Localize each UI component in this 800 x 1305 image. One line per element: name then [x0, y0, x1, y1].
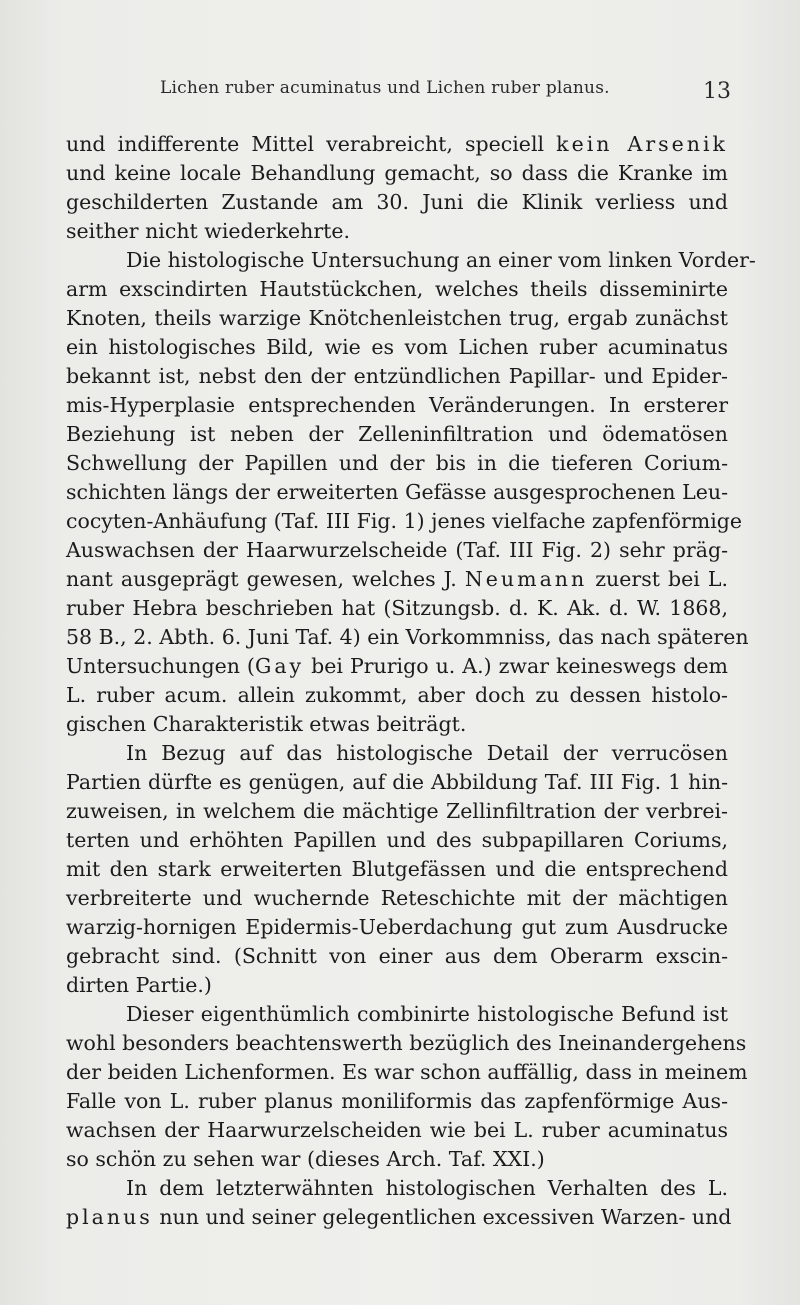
text-line: warzig-hornigen Epidermis-Ueberdachung gut zum Ausdrucke	[66, 915, 728, 939]
text-line: Untersuchungen (Gay bei Prurigo u. A.) zwar keineswegs dem	[66, 654, 729, 678]
text-line: Beziehung ist neben der Zelleninfiltration und ödematösen	[66, 422, 728, 446]
text-line: gebracht sind. (Schnitt von einer aus dem Oberarm exscin-	[66, 944, 728, 968]
text-line: planus nun und seiner gelegentlichen excessiven Warzen- und	[66, 1205, 732, 1229]
page-number: 13	[703, 79, 731, 104]
text-line: nant ausgeprägt gewesen, welches J. Neumann zuerst bei L.	[66, 567, 728, 591]
text-line: und keine locale Behandlung gemacht, so dass die Kranke im	[66, 161, 728, 185]
text-line: der beiden Lichenformen. Es war schon auffällig, dass in meinem	[66, 1060, 748, 1084]
text-line: so schön zu sehen war (dieses Arch. Taf. XXI.)	[66, 1147, 545, 1171]
text-line: Knoten, theils warzige Knötchenleistchen trug, ergab zunächst	[66, 306, 728, 330]
text-line: wohl besonders beachtenswerth bezüglich des Ineinandergehens	[66, 1031, 747, 1055]
text-line: zuweisen, in welchem die mächtige Zellinfiltration der verbrei-	[66, 799, 728, 823]
text-line: ein histologisches Bild, wie es vom Lichen ruber acuminatus	[66, 335, 728, 359]
text-line: ruber Hebra beschrieben hat (Sitzungsb. d. K. Ak. d. W. 1868,	[66, 596, 728, 620]
spaced-emphasis: planus	[66, 1205, 153, 1229]
body-text	[66, 130, 756, 1232]
text-line: mit den stark erweiterten Blutgefässen und die entsprechend	[66, 857, 728, 881]
text-line: verbreiterte und wuchernde Reteschichte mit der mächtigen	[66, 886, 728, 910]
text-line: mis-Hyperplasie entsprechenden Veränderungen. In ersterer	[66, 393, 728, 417]
text-line: arm exscindirten Hautstückchen, welches theils disseminirte	[66, 277, 728, 301]
text-line: Falle von L. ruber planus moniliformis das zapfenförmige Aus-	[66, 1089, 728, 1113]
text-line: Partien dürfte es genügen, auf die Abbildung Taf. III Fig. 1 hin-	[66, 770, 728, 794]
text-line: Dieser eigenthümlich combinirte histologische Befund ist	[126, 1002, 728, 1026]
text-line: wachsen der Haarwurzelscheiden wie bei L. ruber acuminatus	[66, 1118, 728, 1142]
running-head: Lichen ruber acuminatus und Lichen ruber planus.	[160, 78, 610, 98]
text-line: Schwellung der Papillen und der bis in die tieferen Corium-	[66, 451, 728, 475]
spaced-emphasis: kein Arsenik	[556, 132, 728, 156]
text-line: In dem letzterwähnten histologischen Verhalten des L.	[126, 1176, 728, 1200]
text-line: dirten Partie.)	[66, 973, 212, 997]
spaced-emphasis: Neumann	[464, 567, 588, 591]
text-line: terten und erhöhten Papillen und des subpapillaren Coriums,	[66, 828, 728, 852]
text-line: schichten längs der erweiterten Gefässe ausgesprochenen Leu-	[66, 480, 728, 504]
text-line: Auswachsen der Haarwurzelscheide (Taf. III Fig. 2) sehr präg-	[66, 538, 728, 562]
text-line: L. ruber acum. allein zukommt, aber doch zu dessen histolo-	[66, 683, 728, 707]
text-line: seither nicht wiederkehrte.	[66, 219, 351, 243]
text-line: und indifferente Mittel verabreicht, speciell kein Arsenik	[66, 132, 728, 156]
text-line: cocyten-Anhäufung (Taf. III Fig. 1) jenes vielfache zapfenförmige	[66, 509, 743, 533]
text-line: gischen Charakteristik etwas beiträgt.	[66, 712, 467, 736]
text-line: In Bezug auf das histologische Detail der verrucösen	[126, 741, 728, 765]
text-line: geschilderten Zustande am 30. Juni die Klinik verliess und	[66, 190, 728, 214]
text-line: Die histologische Untersuchung an einer vom linken Vorder-	[126, 248, 756, 272]
spaced-emphasis: Gay	[254, 654, 305, 678]
text-line: bekannt ist, nebst den der entzündlichen Papillar- und Epider-	[66, 364, 728, 388]
text-line: 58 B., 2. Abth. 6. Juni Taf. 4) ein Vorkommniss, das nach späteren	[66, 625, 749, 649]
